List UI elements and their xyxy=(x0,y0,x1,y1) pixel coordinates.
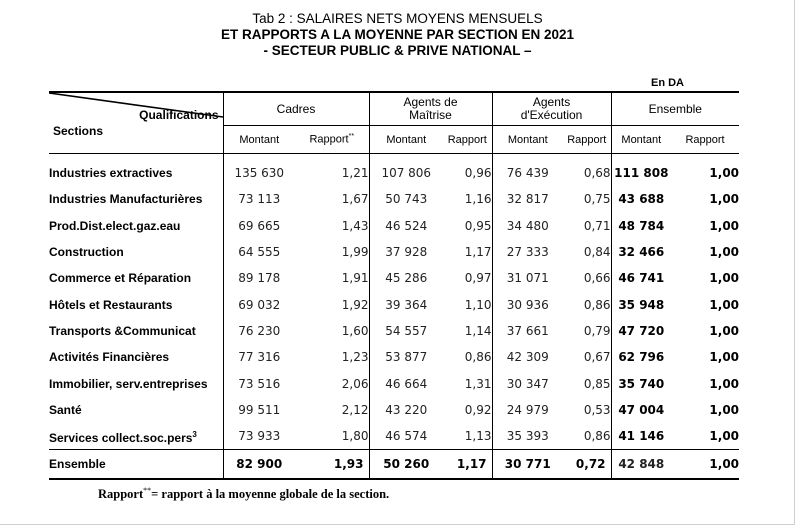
table-row: Industries Manufacturières 73 113 1,67 50 743 1,16 32 817 0,75 43 688 1,00 xyxy=(49,186,739,212)
title-line-1: Tab 2 : SALAIRES NETS MOYENS MENSUELS xyxy=(252,11,543,26)
header-corner xyxy=(49,92,223,154)
col-maitrise-montant: Montant xyxy=(369,126,443,154)
col-execution-montant: Montant xyxy=(492,126,563,154)
table-row: Activités Financières 77 316 1,23 53 877 0,86 42 309 0,67 62 796 1,00 xyxy=(49,344,739,370)
section-name: Industries Manufacturières xyxy=(49,192,203,207)
group-ensemble: Ensemble xyxy=(611,92,739,126)
table-row: Prod.Dist.elect.gaz.eau 69 665 1,43 46 524 0,95 34 480 0,71 48 784 1,00 xyxy=(49,213,739,239)
table-row: Immobilier, serv.entreprises 73 516 2,06 46 664 1,31 30 347 0,85 35 740 1,00 xyxy=(49,370,739,396)
section-name: Santé xyxy=(49,402,82,417)
title-line-2: ET RAPPORTS A LA MOYENNE PAR SECTION EN 2021 xyxy=(220,27,575,42)
section-name: Commerce et Réparation xyxy=(49,271,192,286)
sections-label: Sections xyxy=(53,124,104,138)
footnote: Rapport**= rapport à la moyenne globale de la section. xyxy=(98,486,390,502)
col-execution-rapport: Rapport xyxy=(563,126,611,154)
group-cadres: Cadres xyxy=(223,92,369,126)
col-maitrise-rapport: Rapport xyxy=(443,126,492,154)
table-row: Services collect.soc.pers$^3$ 73 933 1,80 46 574 1,13 35 393 0,86 41 146 1,00 xyxy=(49,423,739,450)
section-name: Activités Financières xyxy=(49,350,170,365)
diagonal-divider xyxy=(49,93,223,152)
col-cadres-rapport: Rapport** xyxy=(295,126,369,154)
section-name: Prod.Dist.elect.gaz.eau xyxy=(49,218,181,233)
table-row: Transports &Communicat 76 230 1,60 54 557 1,14 37 661 0,79 47 720 1,00 xyxy=(49,318,739,344)
table-row: Construction 64 555 1,99 37 928 1,17 27 333 0,84 32 466 1,00 xyxy=(49,239,739,265)
col-ensemble-rapport: Rapport xyxy=(671,126,739,154)
table-row: Industries extractives 135 630 1,21 107 806 0,96 76 439 0,68 111 808 1,00 xyxy=(49,154,739,187)
section-name: Immobilier, serv.entreprises xyxy=(49,376,208,391)
table-row: Commerce et Réparation 89 178 1,91 45 286 0,97 31 071 0,66 46 741 1,00 xyxy=(49,265,739,291)
title-line-3: - SECTEUR PUBLIC & PRIVE NATIONAL – xyxy=(263,43,532,58)
group-agents-maitrise: Agents de Maîtrise xyxy=(369,92,492,126)
section-name: Transports &Communicat xyxy=(49,323,196,338)
section-name: Services collect.soc.pers$^3$ xyxy=(49,429,197,445)
unit-label: En DA xyxy=(651,77,684,89)
table-row: Santé 99 511 2,12 43 220 0,92 24 979 0,53 47 004 1,00 xyxy=(49,397,739,423)
section-name: Construction xyxy=(49,245,124,260)
section-name: Industries extractives xyxy=(49,166,173,181)
col-cadres-montant: Montant xyxy=(223,126,295,154)
total-row: Ensemble 82 900 1,93 50 260 1,17 30 771 0,72 42 848 1,00 xyxy=(49,450,739,480)
total-label: Ensemble xyxy=(49,450,223,480)
col-ensemble-montant: Montant xyxy=(611,126,671,154)
qualifications-label: Qualifications xyxy=(139,108,219,122)
table-title xyxy=(0,11,795,59)
section-name: Hôtels et Restaurants xyxy=(49,297,173,312)
salary-table xyxy=(49,91,739,480)
footnote-mark: 3 xyxy=(192,429,197,439)
group-agents-execution: Agents d'Exécution xyxy=(492,92,611,126)
table-row: Hôtels et Restaurants 69 032 1,92 39 364 1,10 30 936 0,86 35 948 1,00 xyxy=(49,291,739,317)
